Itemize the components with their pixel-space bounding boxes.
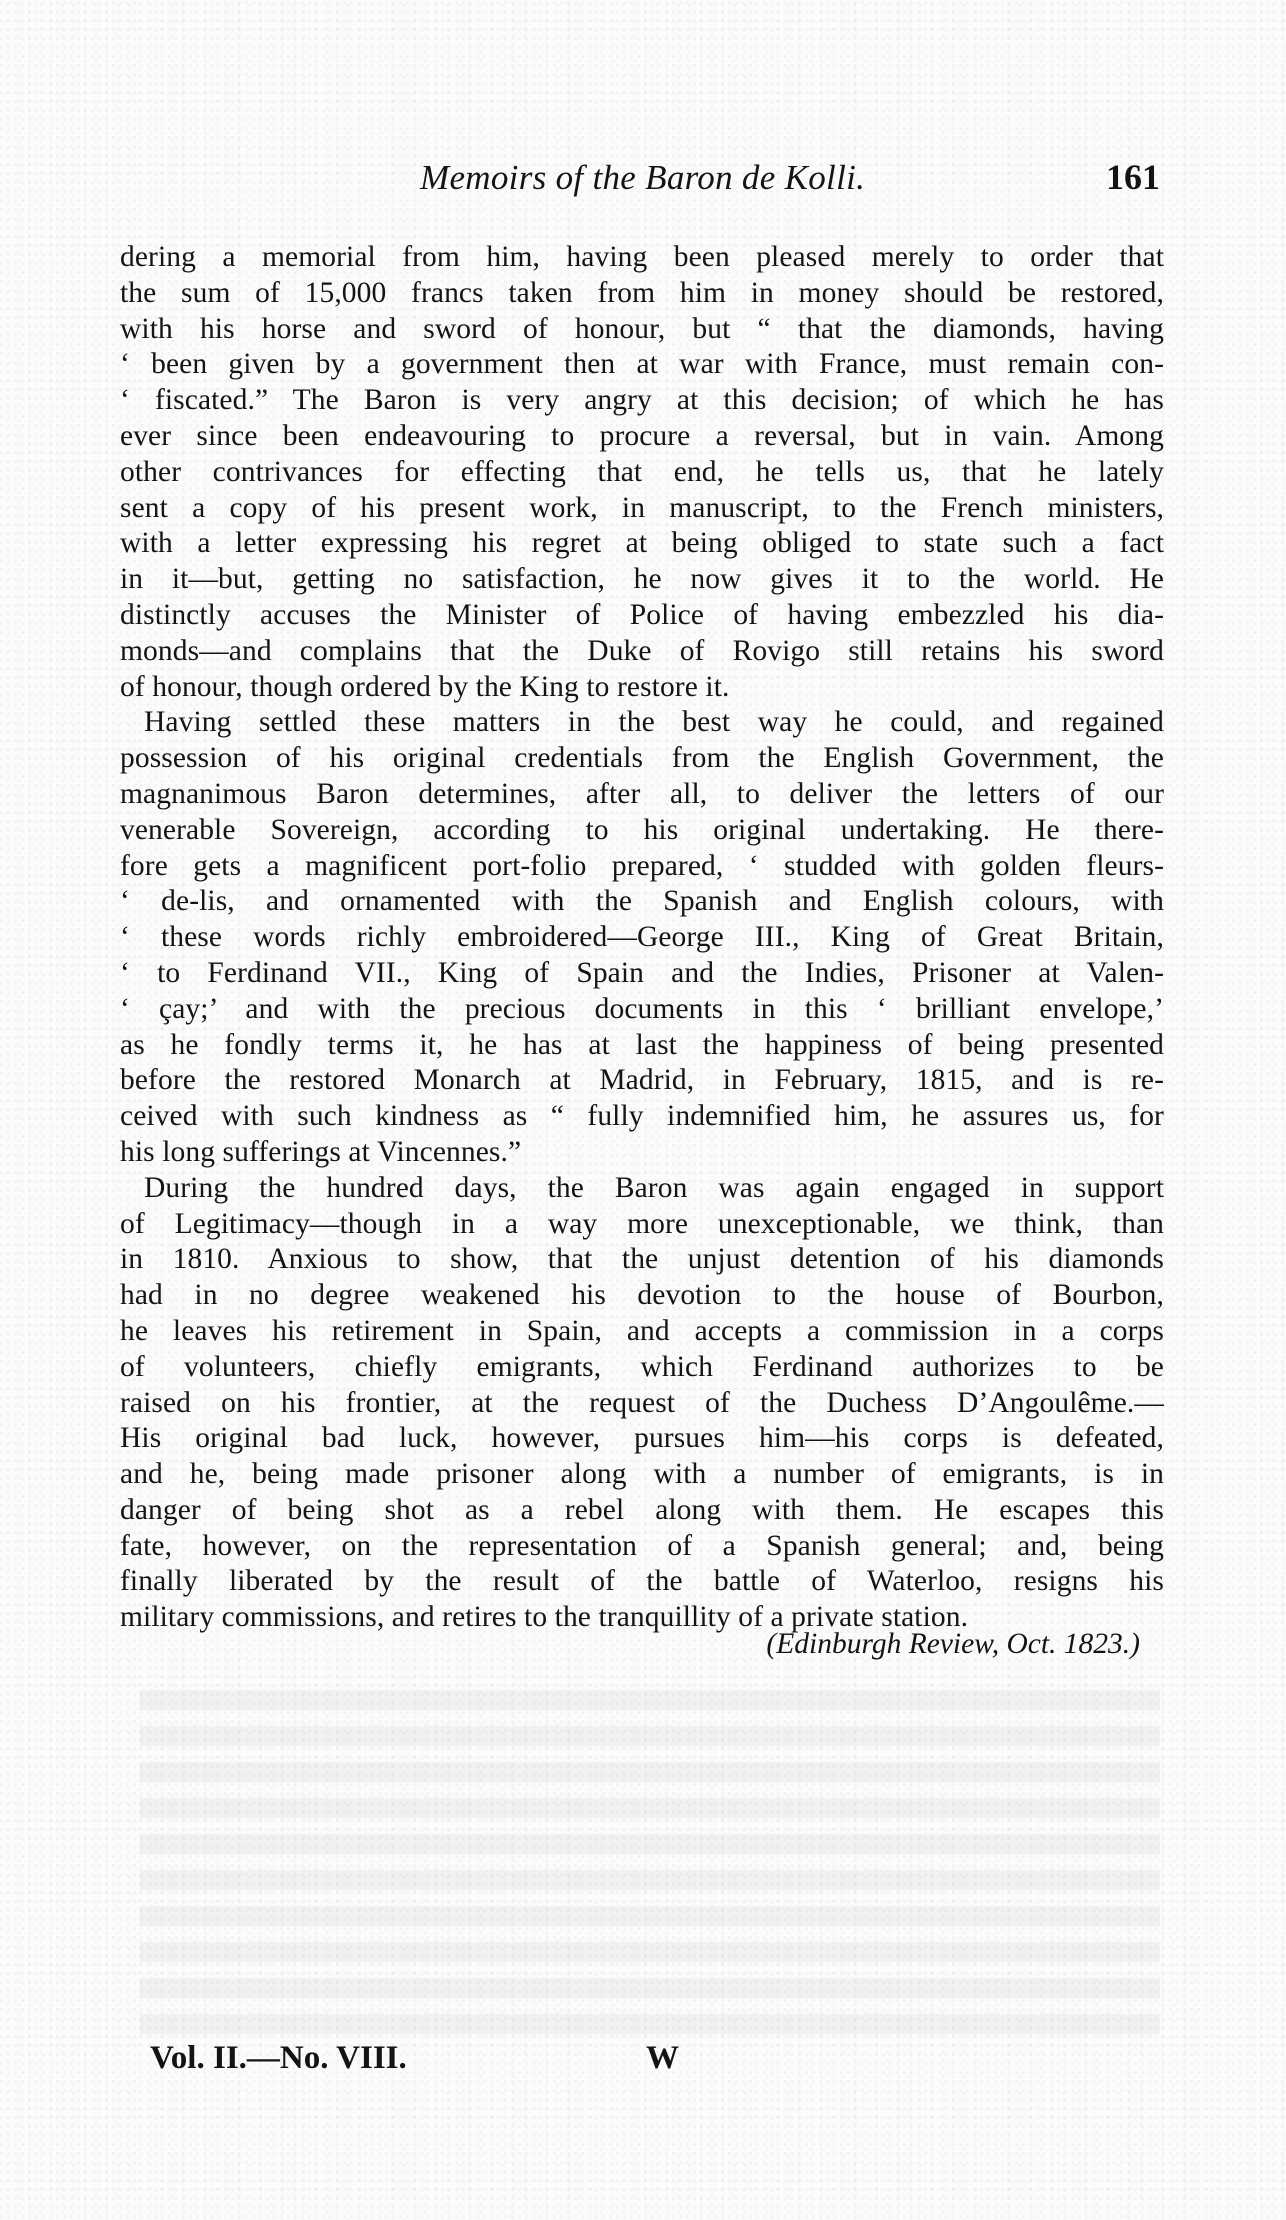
text-line: possession of his original credentials from the English Government, the — [120, 742, 1164, 775]
text-line: magnanimous Baron determines, after all, to deliver the letters of our — [120, 777, 1164, 810]
text-line: distinctly accuses the Minister of Police of having embezzled his dia- — [120, 598, 1164, 631]
text-line: fore gets a magnificent port-folio prepared, ‘ studded with golden fleurs- — [120, 849, 1164, 882]
text-line: the sum of 15,000 francs taken from him in money should be restored, — [120, 276, 1164, 309]
page-header — [120, 150, 1160, 210]
text-line: During the hundred days, the Baron was again engaged in support — [144, 1171, 1164, 1204]
text-line: in it—but, getting no satisfaction, he now gives it to the world. He — [120, 563, 1164, 596]
source-citation: (Edinburgh Review, Oct. 1823.) — [766, 1628, 1140, 1660]
text-line: ceived with such kindness as “ fully indemnified him, he assures us, for — [120, 1100, 1164, 1133]
text-line: ‘ these words richly embroidered—George III., King of Great Britain, — [120, 921, 1164, 954]
text-line: military commissions, and retires to the tranquillity of a private station. — [120, 1601, 969, 1634]
page-footer — [150, 2040, 1150, 2090]
text-line: ‘ çay;’ and with the precious documents in this ‘ brilliant envelope,’ — [120, 992, 1164, 1025]
body-text — [120, 240, 1164, 1636]
text-line: danger of being shot as a rebel along with them. He escapes this — [120, 1493, 1164, 1526]
text-line: ‘ been given by a government then at war with France, must remain con- — [120, 348, 1164, 381]
text-line: His original bad luck, however, pursues him—his corps is defeated, — [120, 1422, 1164, 1455]
text-line: Having settled these matters in the best way he could, and regained — [144, 706, 1164, 739]
text-line: his long sufferings at Vincennes.” — [120, 1135, 522, 1168]
text-line: ‘ to Ferdinand VII., King of Spain and the Indies, Prisoner at Valen- — [120, 956, 1164, 989]
text-line: other contrivances for effecting that end, he tells us, that he lately — [120, 455, 1164, 488]
text-line: of honour, though ordered by the King to restore it. — [120, 670, 730, 703]
text-line: sent a copy of his present work, in manuscript, to the French ministers, — [120, 491, 1164, 524]
text-line: raised on his frontier, at the request of the Duchess D’Angoulême.— — [120, 1386, 1164, 1419]
text-line: in 1810. Anxious to show, that the unjust detention of his diamonds — [120, 1243, 1164, 1276]
sheet-signature-mark: W — [646, 2040, 679, 2076]
text-line: of volunteers, chiefly emigrants, which Ferdinand authorizes to be — [120, 1350, 1164, 1383]
text-line: before the restored Monarch at Madrid, in February, 1815, and is re- — [120, 1064, 1164, 1097]
text-line: of Legitimacy—though in a way more unexceptionable, we think, than — [120, 1207, 1164, 1240]
running-title: Memoirs of the Baron de Kolli. — [420, 158, 866, 197]
page-number: 161 — [1106, 157, 1160, 197]
text-line: venerable Sovereign, according to his original undertaking. He there- — [120, 813, 1164, 846]
text-line: ever since been endeavouring to procure a reversal, but in vain. Among — [120, 419, 1164, 452]
text-line: ‘ de-lis, and ornamented with the Spanish and English colours, with — [120, 885, 1164, 918]
text-line: finally liberated by the result of the battle of Waterloo, resigns his — [120, 1565, 1164, 1598]
volume-signature: Vol. II.—No. VIII. — [150, 2040, 407, 2076]
text-line: with his horse and sword of honour, but “ that the diamonds, having — [120, 312, 1164, 345]
text-line: with a letter expressing his regret at being obliged to state such a fact — [120, 527, 1164, 560]
show-through-bleed — [140, 1680, 1160, 2040]
text-line: monds—and complains that the Duke of Rovigo still retains his sword — [120, 634, 1164, 667]
text-line: dering a memorial from him, having been pleased merely to order that — [120, 241, 1164, 273]
text-line: as he fondly terms it, he has at last the happiness of being presented — [120, 1028, 1164, 1061]
text-line: and he, being made prisoner along with a number of emigrants, is in — [120, 1458, 1164, 1491]
text-line: had in no degree weakened his devotion to the house of Bourbon, — [120, 1279, 1164, 1312]
text-line: he leaves his retirement in Spain, and accepts a commission in a corps — [120, 1314, 1164, 1347]
text-line: fate, however, on the representation of a Spanish general; and, being — [120, 1529, 1164, 1562]
text-line: ‘ fiscated.” The Baron is very angry at this decision; of which he has — [120, 384, 1164, 417]
